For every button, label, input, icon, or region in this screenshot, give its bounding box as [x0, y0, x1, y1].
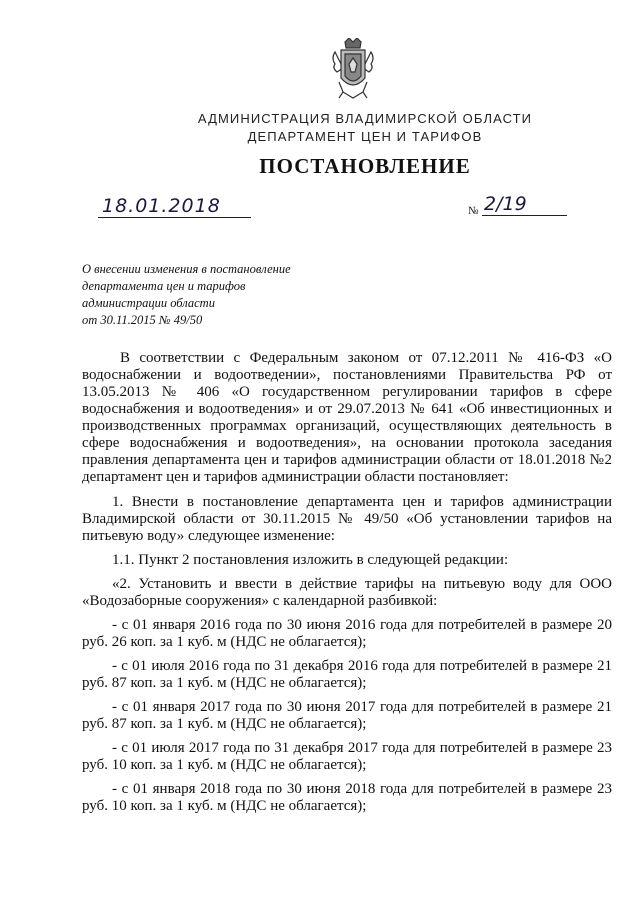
- organization-name: АДМИНИСТРАЦИЯ ВЛАДИМИРСКОЙ ОБЛАСТИ: [197, 111, 533, 126]
- subject-line: О внесении изменения в постановление: [82, 262, 291, 276]
- document-number: 2/19: [482, 193, 567, 216]
- tariff-item: - с 01 июля 2016 года по 31 декабря 2016 года для потребителей в размере 21 руб. 87 коп. за 1 куб. м (НДС не облагается);: [82, 658, 612, 691]
- paragraph: «2. Установить и ввести в действие тарифы на питьевую воду для ООО «Водозаборные сооружения» с календарной разбивкой:: [82, 576, 612, 609]
- subject-line: департамента цен и тарифов: [82, 279, 246, 293]
- paragraph: В соответствии с Федеральным законом от 07.12.2011 № 416-ФЗ «О водоснабжении и водоотведении», постановлениями Правительства РФ от 13.05.2013 № 406 «О государственном регулировании тарифов в сфере водоснабжения и водоотведения» и от 29.07.2013 № 641 «Об инвестиционных и производственных программах организаций, осуществляющих деятельность в сфере водоснабжения и водоотведения», на основании протокола заседания правления департамента цен и тарифов администрации области от 18.01.2018 №2 департамент цен и тарифов администрации области постановляет:: [82, 350, 612, 485]
- document-date: 18.01.2018: [98, 195, 251, 218]
- tariff-item: - с 01 июля 2017 года по 31 декабря 2017 года для потребителей в размере 23 руб. 10 коп. за 1 куб. м (НДС не облагается);: [82, 740, 612, 773]
- department-name: ДЕПАРТАМЕНТ ЦЕН И ТАРИФОВ: [247, 129, 483, 144]
- tariff-item: - с 01 января 2017 года по 30 июня 2017 года для потребителей в размере 21 руб. 87 коп. за 1 куб. м (НДС не облагается);: [82, 699, 612, 732]
- document-subject: [82, 261, 382, 329]
- number-sign: №: [468, 205, 479, 217]
- document-body: [82, 350, 612, 822]
- paragraph: 1. Внести в постановление департамента цен и тарифов администрации Владимирской области от 30.11.2015 № 49/50 «Об установлении тарифов на питьевую воду» следующее изменение:: [82, 494, 612, 544]
- subject-line: администрации области: [82, 296, 215, 310]
- tariff-item: - с 01 января 2016 года по 30 июня 2016 года для потребителей в размере 20 руб. 26 коп. за 1 куб. м (НДС не облагается);: [82, 617, 612, 650]
- document-title: ПОСТАНОВЛЕНИЕ: [259, 154, 471, 178]
- coat-of-arms-icon: [329, 38, 377, 100]
- paragraph: 1.1. Пункт 2 постановления изложить в следующей редакции:: [112, 552, 509, 568]
- subject-line: от 30.11.2015 № 49/50: [82, 313, 203, 327]
- tariff-item: - с 01 января 2018 года по 30 июня 2018 года для потребителей в размере 23 руб. 10 коп. за 1 куб. м (НДС не облагается);: [82, 781, 612, 814]
